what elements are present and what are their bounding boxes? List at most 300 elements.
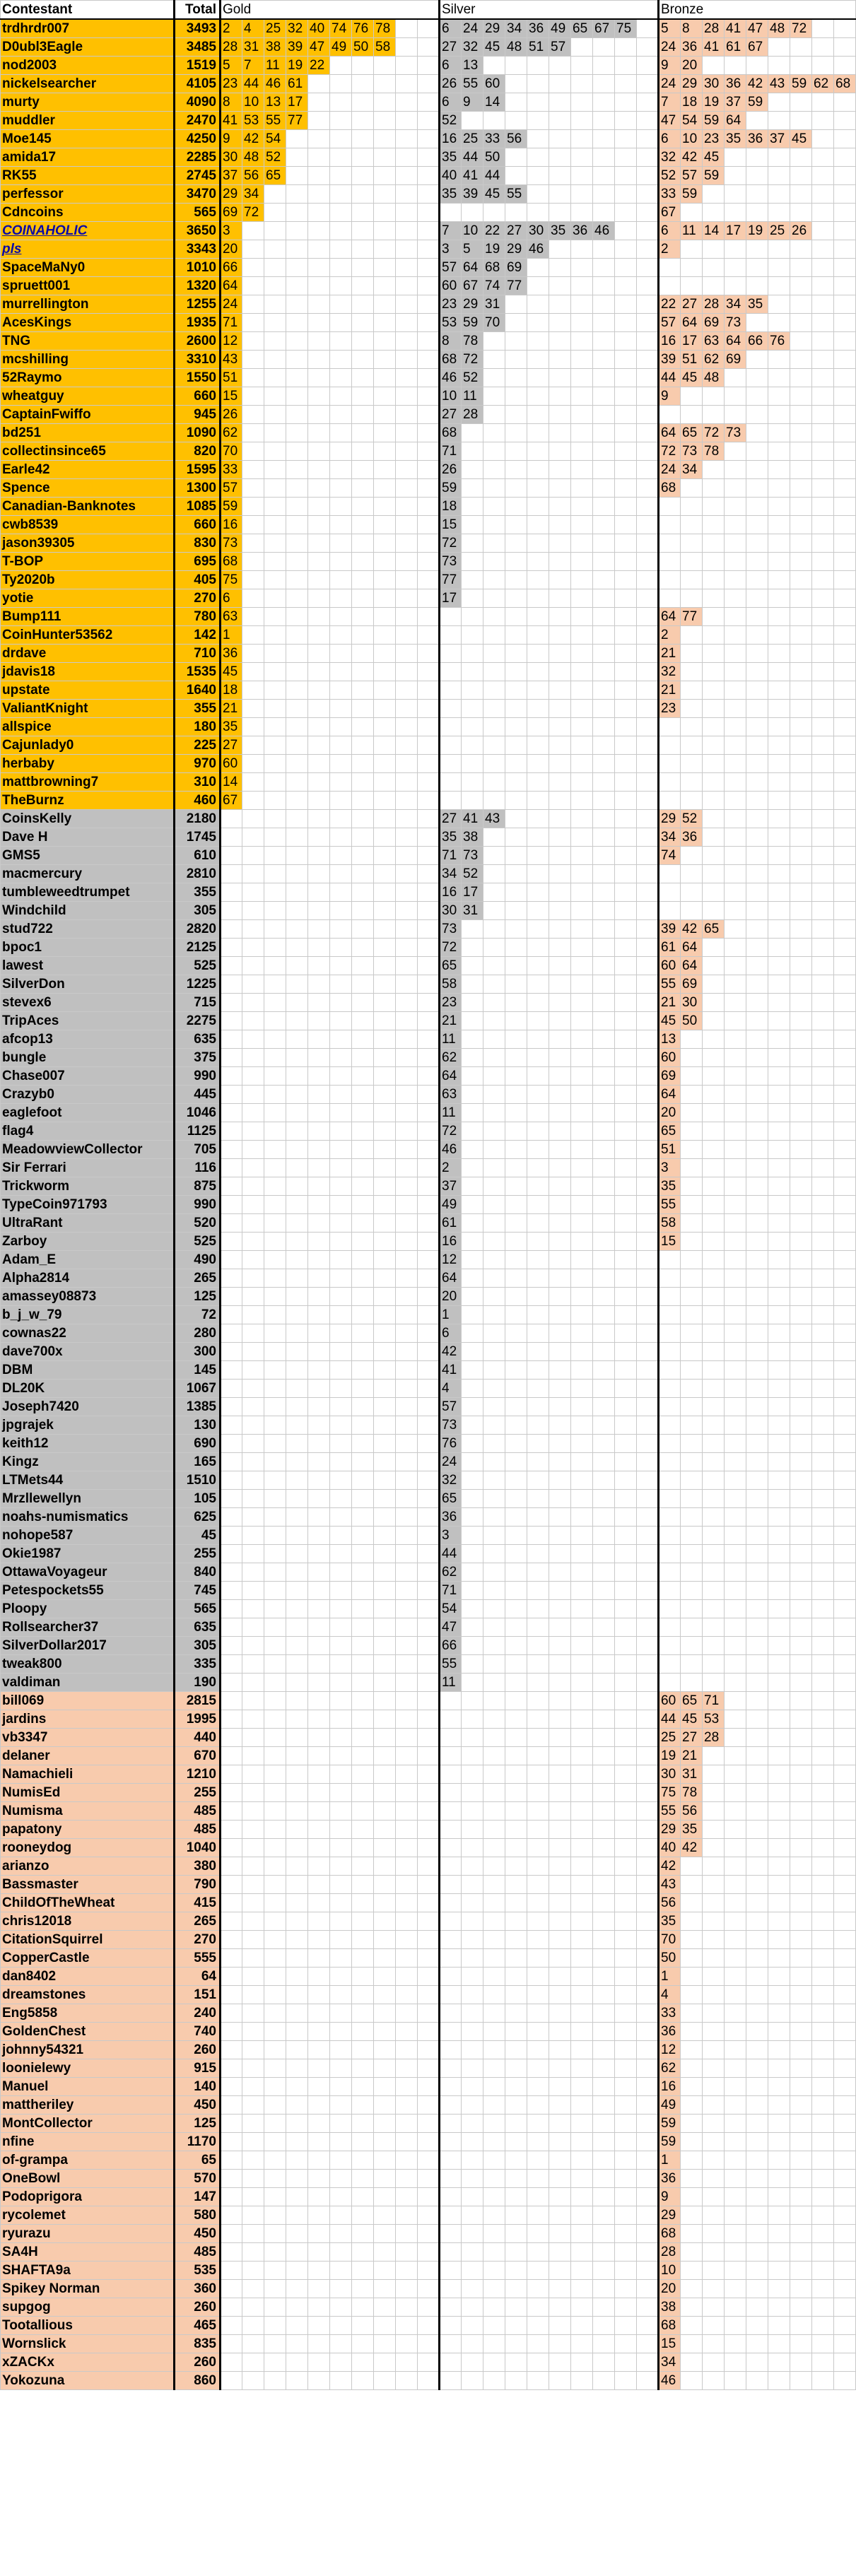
contestant-name: rycolemet: [1, 2206, 175, 2225]
contestant-name: jardins: [1, 1710, 175, 1729]
silver-pick: 55: [505, 185, 527, 204]
empty-cell: [637, 1894, 659, 1912]
empty-cell: [834, 185, 856, 204]
empty-cell: [615, 534, 637, 553]
empty-cell: [418, 314, 440, 332]
empty-cell: [330, 736, 352, 755]
empty-cell: [571, 571, 593, 589]
empty-cell: [637, 1233, 659, 1251]
empty-cell: [615, 2151, 637, 2170]
empty-cell: [703, 1802, 725, 1821]
contestant-total: 830: [175, 534, 221, 553]
empty-cell: [462, 1380, 483, 1398]
empty-cell: [330, 1288, 352, 1306]
empty-cell: [462, 1857, 483, 1876]
silver-pick: 4: [440, 1380, 462, 1398]
empty-cell: [308, 1288, 330, 1306]
empty-cell: [286, 1839, 308, 1857]
empty-cell: [812, 1398, 834, 1416]
empty-cell: [812, 1049, 834, 1067]
bronze-pick: 20: [681, 57, 703, 75]
gold-pick: 58: [374, 38, 396, 57]
empty-cell: [593, 920, 615, 939]
empty-cell: [221, 1655, 242, 1674]
empty-cell: [593, 1012, 615, 1030]
empty-cell: [790, 1490, 812, 1508]
empty-cell: [834, 1894, 856, 1912]
empty-cell: [834, 883, 856, 902]
empty-cell: [790, 1582, 812, 1600]
empty-cell: [527, 295, 549, 314]
empty-cell: [637, 1857, 659, 1876]
empty-cell: [242, 1710, 264, 1729]
bronze-pick: 5: [659, 19, 681, 38]
contestant-row: [1, 2206, 856, 2225]
silver-pick: 27: [440, 38, 462, 57]
empty-cell: [242, 2353, 264, 2372]
empty-cell: [637, 479, 659, 498]
empty-cell: [527, 975, 549, 994]
contestant-row: [1, 130, 856, 148]
empty-cell: [374, 2133, 396, 2151]
empty-cell: [396, 810, 418, 828]
empty-cell: [330, 1563, 352, 1582]
empty-cell: [725, 1141, 746, 1159]
empty-cell: [221, 1159, 242, 1177]
empty-cell: [221, 1196, 242, 1214]
empty-cell: [462, 1471, 483, 1490]
contestant-name-link[interactable]: [1, 240, 175, 259]
contestant-total: 3485: [175, 38, 221, 57]
empty-cell: [637, 2004, 659, 2023]
contestant-row: [1, 277, 856, 295]
empty-cell: [462, 2170, 483, 2188]
empty-cell: [286, 534, 308, 553]
empty-cell: [790, 1618, 812, 1637]
silver-pick: 71: [440, 1582, 462, 1600]
empty-cell: [242, 902, 264, 920]
empty-cell: [571, 2133, 593, 2151]
contestant-name: SilverDollar2017: [1, 1637, 175, 1655]
empty-cell: [396, 93, 418, 112]
empty-cell: [418, 1582, 440, 1600]
empty-cell: [264, 2280, 286, 2298]
empty-cell: [374, 1049, 396, 1067]
empty-cell: [462, 1618, 483, 1637]
bronze-pick: 64: [659, 424, 681, 442]
empty-cell: [396, 865, 418, 883]
empty-cell: [790, 1435, 812, 1453]
empty-cell: [286, 1306, 308, 1324]
empty-cell: [286, 332, 308, 351]
empty-cell: [505, 2335, 527, 2353]
empty-cell: [681, 204, 703, 222]
empty-cell: [352, 718, 374, 736]
empty-cell: [593, 1729, 615, 1747]
empty-cell: [396, 1765, 418, 1784]
empty-cell: [615, 2059, 637, 2078]
empty-cell: [396, 608, 418, 626]
empty-cell: [549, 1582, 571, 1600]
empty-cell: [483, 332, 505, 351]
contestant-row: [1, 1563, 856, 1582]
empty-cell: [527, 1912, 549, 1931]
empty-cell: [527, 1508, 549, 1527]
empty-cell: [637, 93, 659, 112]
empty-cell: [308, 2188, 330, 2206]
empty-cell: [505, 424, 527, 442]
contestant-row: [1, 1618, 856, 1637]
empty-cell: [725, 1067, 746, 1086]
empty-cell: [593, 2059, 615, 2078]
empty-cell: [330, 920, 352, 939]
empty-cell: [264, 975, 286, 994]
empty-cell: [725, 810, 746, 828]
empty-cell: [834, 1674, 856, 1692]
empty-cell: [659, 534, 681, 553]
empty-cell: [549, 1159, 571, 1177]
empty-cell: [703, 516, 725, 534]
empty-cell: [352, 1527, 374, 1545]
empty-cell: [440, 1710, 462, 1729]
empty-cell: [834, 406, 856, 424]
contestant-row: [1, 534, 856, 553]
empty-cell: [549, 1765, 571, 1784]
bronze-pick: 36: [681, 38, 703, 57]
empty-cell: [505, 1343, 527, 1361]
silver-pick: 6: [440, 1324, 462, 1343]
empty-cell: [790, 534, 812, 553]
empty-cell: [264, 994, 286, 1012]
contestant-total: 240: [175, 2004, 221, 2023]
bronze-pick: 64: [659, 608, 681, 626]
empty-cell: [242, 2151, 264, 2170]
contestant-name: noahs-numismatics: [1, 1508, 175, 1527]
empty-cell: [352, 1710, 374, 1729]
empty-cell: [440, 204, 462, 222]
empty-cell: [746, 534, 768, 553]
empty-cell: [462, 1288, 483, 1306]
empty-cell: [571, 2096, 593, 2115]
empty-cell: [812, 920, 834, 939]
empty-cell: [571, 1710, 593, 1729]
empty-cell: [505, 351, 527, 369]
empty-cell: [527, 1857, 549, 1876]
contestant-total: 415: [175, 1894, 221, 1912]
empty-cell: [374, 920, 396, 939]
bronze-pick: 21: [681, 1747, 703, 1765]
empty-cell: [549, 1067, 571, 1086]
empty-cell: [746, 167, 768, 185]
empty-cell: [286, 939, 308, 957]
empty-cell: [374, 792, 396, 810]
empty-cell: [418, 2078, 440, 2096]
contestant-row: [1, 663, 856, 681]
empty-cell: [264, 1435, 286, 1453]
empty-cell: [242, 589, 264, 608]
contestant-name: murrellington: [1, 295, 175, 314]
gold-pick: 49: [330, 38, 352, 57]
empty-cell: [768, 755, 790, 773]
empty-cell: [681, 847, 703, 865]
empty-cell: [527, 479, 549, 498]
empty-cell: [330, 1086, 352, 1104]
contestant-total: 835: [175, 2335, 221, 2353]
empty-cell: [768, 1398, 790, 1416]
empty-cell: [681, 571, 703, 589]
empty-cell: [790, 1233, 812, 1251]
empty-cell: [768, 2335, 790, 2353]
empty-cell: [746, 1343, 768, 1361]
empty-cell: [812, 571, 834, 589]
empty-cell: [812, 351, 834, 369]
empty-cell: [768, 847, 790, 865]
bronze-pick: 69: [725, 351, 746, 369]
empty-cell: [396, 2280, 418, 2298]
empty-cell: [725, 1545, 746, 1563]
empty-cell: [483, 1471, 505, 1490]
empty-cell: [571, 1159, 593, 1177]
empty-cell: [264, 1104, 286, 1122]
contestant-name-link[interactable]: [1, 222, 175, 240]
empty-cell: [812, 700, 834, 718]
empty-cell: [527, 1986, 549, 2004]
empty-cell: [242, 1692, 264, 1710]
contestant-row: [1, 19, 856, 38]
bronze-pick: 55: [659, 1196, 681, 1214]
empty-cell: [483, 718, 505, 736]
empty-cell: [571, 626, 593, 645]
empty-cell: [812, 1122, 834, 1141]
empty-cell: [527, 810, 549, 828]
empty-cell: [549, 1030, 571, 1049]
empty-cell: [264, 1288, 286, 1306]
empty-cell: [330, 1177, 352, 1196]
contestant-total: 305: [175, 902, 221, 920]
empty-cell: [703, 1968, 725, 1986]
empty-cell: [352, 626, 374, 645]
empty-cell: [725, 1453, 746, 1471]
empty-cell: [330, 277, 352, 295]
contestant-total: 1995: [175, 1710, 221, 1729]
empty-cell: [352, 2023, 374, 2041]
empty-cell: [396, 1159, 418, 1177]
bronze-pick: 59: [659, 2133, 681, 2151]
contestant-row: [1, 553, 856, 571]
empty-cell: [462, 1435, 483, 1453]
silver-pick: 41: [462, 167, 483, 185]
empty-cell: [593, 1710, 615, 1729]
empty-cell: [834, 1269, 856, 1288]
empty-cell: [834, 2298, 856, 2317]
empty-cell: [549, 810, 571, 828]
empty-cell: [462, 1692, 483, 1710]
silver-pick: 26: [440, 75, 462, 93]
empty-cell: [615, 461, 637, 479]
empty-cell: [418, 1618, 440, 1637]
empty-cell: [264, 1380, 286, 1398]
empty-cell: [308, 883, 330, 902]
empty-cell: [768, 1416, 790, 1435]
empty-cell: [352, 1545, 374, 1563]
empty-cell: [637, 1104, 659, 1122]
empty-cell: [221, 1453, 242, 1471]
empty-cell: [440, 755, 462, 773]
contestant-row: [1, 571, 856, 589]
empty-cell: [527, 277, 549, 295]
gold-pick: 14: [221, 773, 242, 792]
bronze-pick: 65: [681, 1692, 703, 1710]
empty-cell: [264, 1343, 286, 1361]
contestant-total: 945: [175, 406, 221, 424]
bronze-pick: 33: [659, 185, 681, 204]
contestant-name: CaptainFwiffo: [1, 406, 175, 424]
empty-cell: [264, 1141, 286, 1159]
empty-cell: [462, 1343, 483, 1361]
contestant-name: cwb8539: [1, 516, 175, 534]
empty-cell: [746, 204, 768, 222]
empty-cell: [308, 1214, 330, 1233]
contestant-name: SpaceMaNy0: [1, 259, 175, 277]
silver-pick: 7: [440, 222, 462, 240]
empty-cell: [264, 571, 286, 589]
bronze-pick: 64: [681, 957, 703, 975]
silver-pick: 68: [440, 351, 462, 369]
bronze-pick: 60: [659, 957, 681, 975]
contestant-row: [1, 259, 856, 277]
empty-cell: [242, 1894, 264, 1912]
empty-cell: [330, 57, 352, 75]
contestant-total: 1320: [175, 277, 221, 295]
empty-cell: [681, 626, 703, 645]
empty-cell: [834, 1655, 856, 1674]
silver-pick: 27: [440, 810, 462, 828]
empty-cell: [527, 2206, 549, 2225]
empty-cell: [352, 1802, 374, 1821]
empty-cell: [571, 295, 593, 314]
empty-cell: [593, 387, 615, 406]
empty-cell: [462, 2115, 483, 2133]
empty-cell: [790, 332, 812, 351]
empty-cell: [527, 865, 549, 883]
empty-cell: [221, 1141, 242, 1159]
empty-cell: [221, 2151, 242, 2170]
empty-cell: [286, 1747, 308, 1765]
empty-cell: [703, 2335, 725, 2353]
empty-cell: [330, 185, 352, 204]
empty-cell: [286, 387, 308, 406]
empty-cell: [396, 277, 418, 295]
empty-cell: [615, 1288, 637, 1306]
empty-cell: [768, 1490, 790, 1508]
empty-cell: [571, 57, 593, 75]
empty-cell: [725, 479, 746, 498]
gold-pick: 66: [221, 259, 242, 277]
empty-cell: [462, 718, 483, 736]
empty-cell: [264, 2151, 286, 2170]
empty-cell: [703, 2133, 725, 2151]
empty-cell: [462, 1141, 483, 1159]
empty-cell: [637, 1141, 659, 1159]
empty-cell: [790, 2170, 812, 2188]
empty-cell: [527, 1030, 549, 1049]
empty-cell: [483, 1196, 505, 1214]
contestant-name: DBM: [1, 1361, 175, 1380]
empty-cell: [418, 1141, 440, 1159]
empty-cell: [527, 1582, 549, 1600]
empty-cell: [746, 883, 768, 902]
empty-cell: [418, 1655, 440, 1674]
empty-cell: [505, 2262, 527, 2280]
empty-cell: [308, 2262, 330, 2280]
empty-cell: [834, 1049, 856, 1067]
contestant-link[interactable]: COINAHOLIC: [2, 223, 88, 238]
empty-cell: [812, 1214, 834, 1233]
empty-cell: [834, 645, 856, 663]
empty-cell: [374, 1912, 396, 1931]
empty-cell: [308, 1618, 330, 1637]
empty-cell: [790, 2353, 812, 2372]
empty-cell: [483, 2059, 505, 2078]
empty-cell: [703, 1508, 725, 1527]
empty-cell: [834, 1435, 856, 1453]
empty-cell: [527, 2317, 549, 2335]
empty-cell: [746, 112, 768, 130]
empty-cell: [462, 1986, 483, 2004]
empty-cell: [790, 792, 812, 810]
contestant-total: 2745: [175, 167, 221, 185]
silver-pick: 46: [527, 240, 549, 259]
bronze-pick: 10: [659, 2262, 681, 2280]
empty-cell: [812, 681, 834, 700]
empty-cell: [659, 1655, 681, 1674]
empty-cell: [462, 1269, 483, 1288]
contestant-link[interactable]: pls: [2, 242, 22, 257]
empty-cell: [396, 1324, 418, 1343]
empty-cell: [483, 883, 505, 902]
empty-cell: [834, 2262, 856, 2280]
empty-cell: [593, 1324, 615, 1343]
empty-cell: [242, 736, 264, 755]
empty-cell: [615, 1104, 637, 1122]
empty-cell: [834, 1122, 856, 1141]
empty-cell: [725, 2372, 746, 2390]
silver-pick: 16: [440, 130, 462, 148]
bronze-pick: 34: [659, 2353, 681, 2372]
empty-cell: [768, 1306, 790, 1324]
bronze-pick: 76: [768, 332, 790, 351]
empty-cell: [264, 1324, 286, 1343]
gold-pick: 34: [242, 185, 264, 204]
empty-cell: [221, 1876, 242, 1894]
empty-cell: [308, 2133, 330, 2151]
empty-cell: [725, 498, 746, 516]
empty-cell: [549, 1269, 571, 1288]
empty-cell: [418, 2353, 440, 2372]
empty-cell: [505, 1857, 527, 1876]
empty-cell: [768, 2115, 790, 2133]
empty-cell: [637, 1821, 659, 1839]
empty-cell: [264, 1931, 286, 1949]
empty-cell: [746, 369, 768, 387]
empty-cell: [746, 1067, 768, 1086]
empty-cell: [571, 1931, 593, 1949]
empty-cell: [286, 204, 308, 222]
empty-cell: [571, 2151, 593, 2170]
empty-cell: [418, 351, 440, 369]
empty-cell: [264, 865, 286, 883]
empty-cell: [571, 883, 593, 902]
